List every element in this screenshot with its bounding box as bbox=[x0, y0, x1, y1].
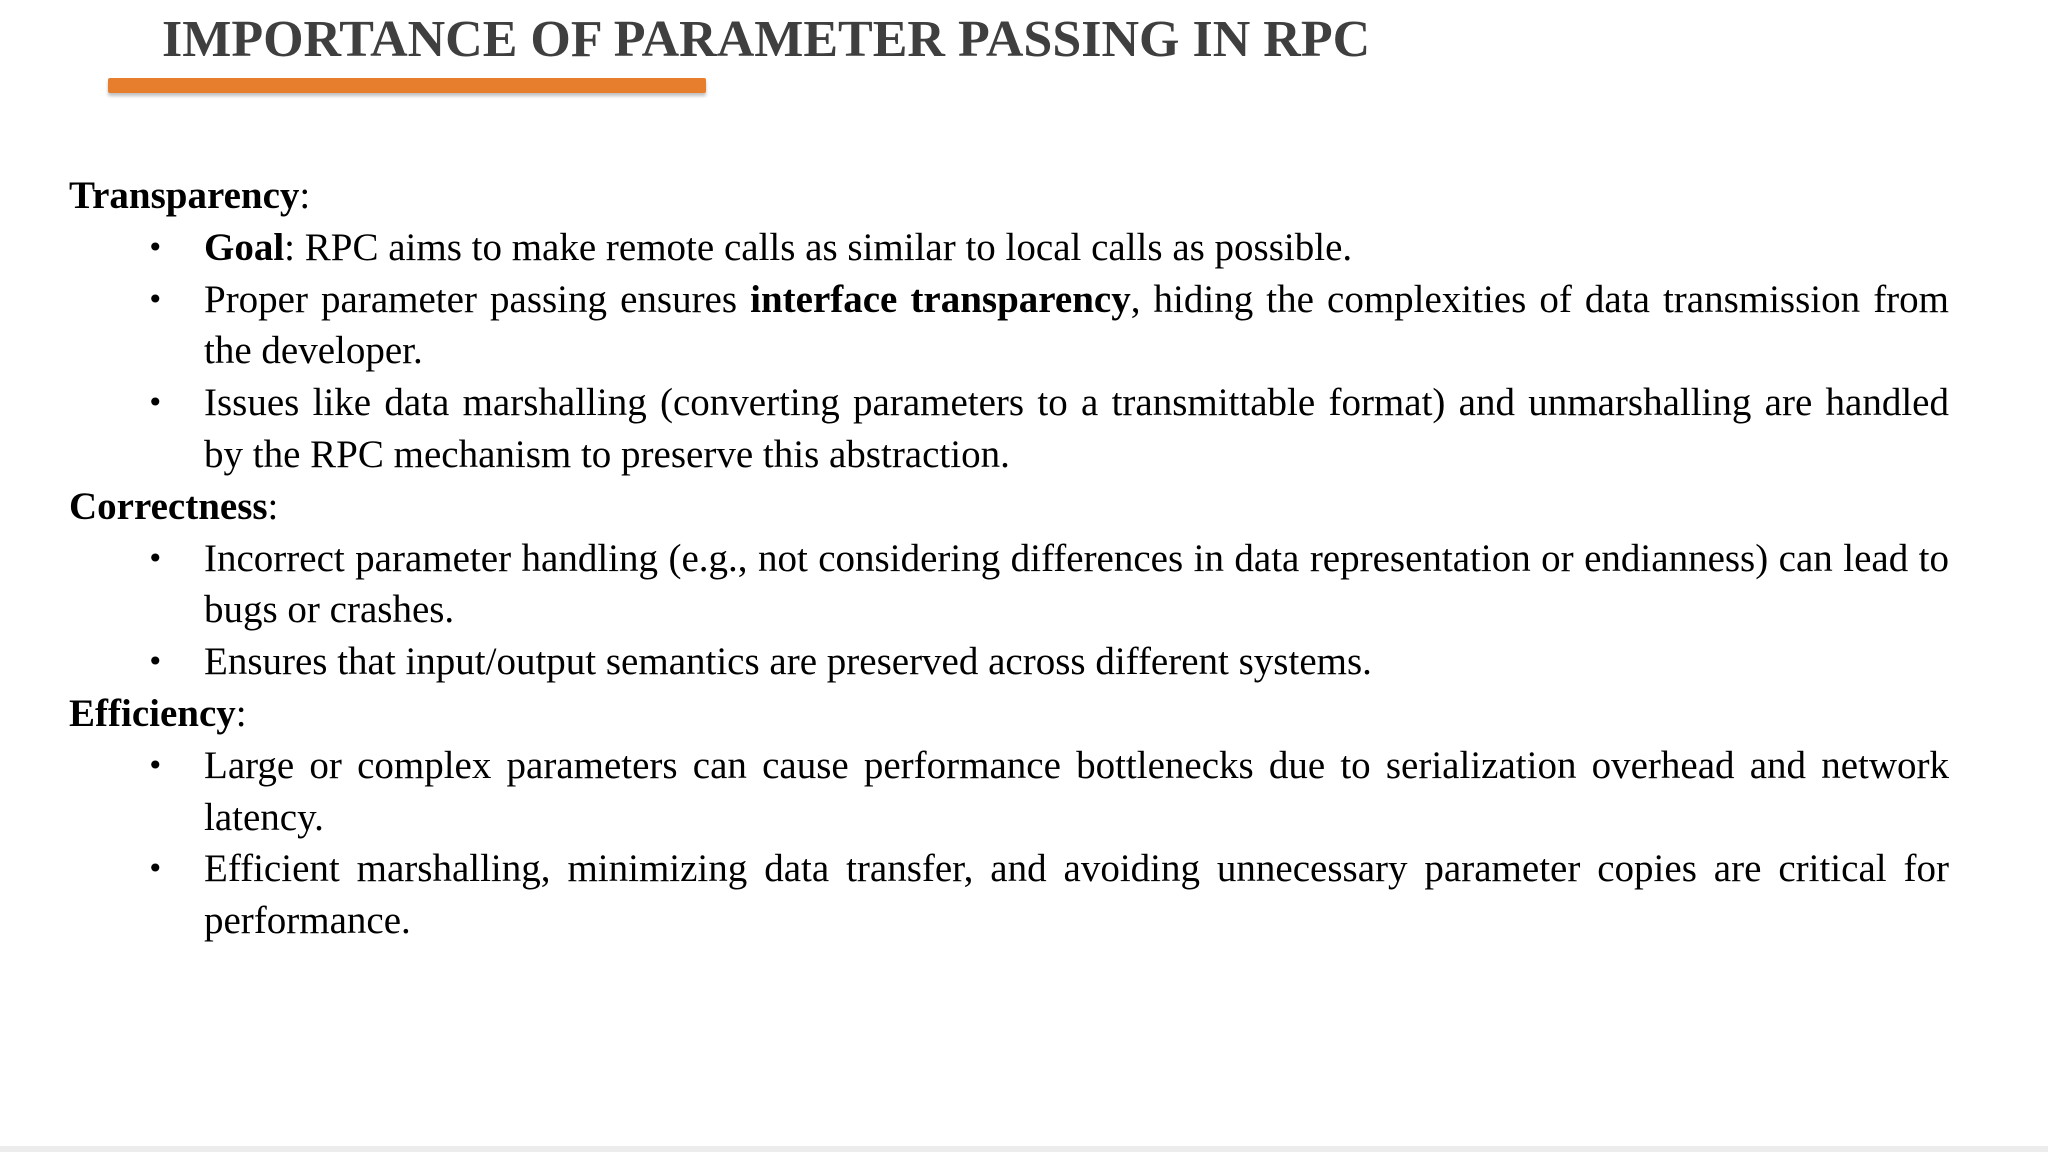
section-colon: : bbox=[267, 484, 279, 528]
list-item bbox=[69, 636, 1949, 688]
slide-content bbox=[69, 170, 1949, 947]
list-item bbox=[69, 740, 1949, 844]
bold-phrase: interface transparency bbox=[750, 277, 1131, 321]
point-text: Issues like data marshalling (converting parameters to a transmittable format) and unmarshalling are handled by the RPC mechanism to preserve this abstraction. bbox=[204, 381, 1949, 476]
bullet-list-correctness bbox=[69, 533, 1949, 688]
bottom-divider bbox=[0, 1146, 2048, 1152]
point-text: , hiding the complexities of data transmission from the developer. bbox=[204, 277, 1950, 373]
section-heading-transparency bbox=[69, 170, 1949, 222]
section-term: Efficiency bbox=[69, 691, 236, 735]
point-text: Proper parameter passing ensures bbox=[204, 277, 751, 321]
list-item bbox=[69, 274, 1949, 378]
point-text: Large or complex parameters can cause performance bottlenecks due to serialization overhead and network latency. bbox=[204, 743, 1949, 839]
section-heading-efficiency bbox=[69, 688, 1949, 740]
title-underline-bar bbox=[108, 78, 706, 93]
bullet-icon: • bbox=[147, 386, 164, 420]
slide-title: IMPORTANCE OF PARAMETER PASSING IN RPC bbox=[162, 11, 1371, 68]
bullet-icon: • bbox=[147, 282, 164, 316]
point-text: Incorrect parameter handling (e.g., not considering differences in data representation or endianness) can lead to bugs or crashes. bbox=[204, 536, 1949, 632]
bullet-icon: • bbox=[147, 852, 164, 886]
section-term: Correctness bbox=[69, 484, 268, 528]
bullet-icon: • bbox=[147, 541, 164, 575]
point-text: : RPC aims to make remote calls as similar to local calls as possible. bbox=[284, 225, 1353, 269]
list-item bbox=[69, 843, 1949, 947]
list-item bbox=[69, 222, 1949, 274]
section-heading-correctness bbox=[69, 481, 1949, 533]
bullet-list-efficiency bbox=[69, 740, 1949, 947]
list-item bbox=[69, 377, 1949, 481]
bullet-icon: • bbox=[147, 230, 164, 264]
point-text: Ensures that input/output semantics are preserved across different systems. bbox=[204, 640, 1372, 684]
bullet-icon: • bbox=[147, 748, 164, 782]
bold-lead: Goal bbox=[204, 225, 285, 269]
section-colon: : bbox=[235, 691, 247, 735]
section-term: Transparency bbox=[69, 174, 300, 217]
bullet-list-transparency bbox=[69, 222, 1949, 481]
list-item bbox=[69, 533, 1949, 637]
bullet-icon: • bbox=[147, 645, 164, 679]
point-text: Efficient marshalling, minimizing data transfer, and avoiding unnecessary parameter copies are critical for performance. bbox=[204, 847, 1949, 943]
section-colon: : bbox=[299, 174, 311, 217]
